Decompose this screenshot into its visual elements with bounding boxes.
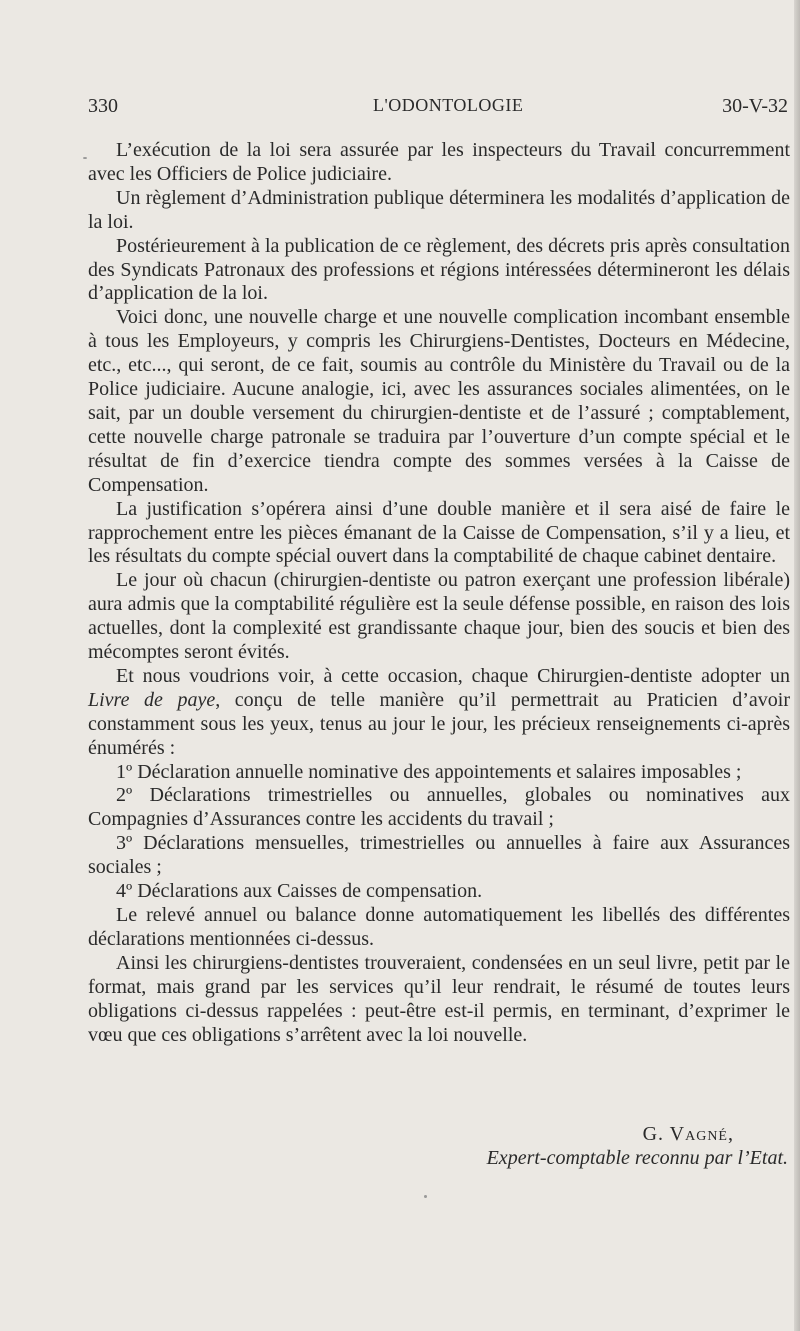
journal-title: L'ODONTOLOGIE [373,95,524,115]
paragraph: Un règlement d’Administration publique déterminera les modalités d’application de la loi. [88,186,790,233]
list-item: 2º Déclarations trimestrielles ou annuelles, globales ou nominatives aux Compagnies d’Assurances contre les accidents du travail ; [88,784,790,831]
list-item: 4º Déclarations aux Caisses de compensation. [116,880,483,903]
book-title-italic: Livre de paye [88,688,216,711]
paragraph-text: Et nous voudrions voir, à cette occasion, chaque Chirurgien-dentiste adopter un [116,664,790,687]
paragraph-text: , conçu de telle manière qu’il permettrait au Praticien d’avoir constamment sous les yeux, tenus au jour le jour, les précieux renseignements ci-après énumérés : [88,688,790,759]
issue-date: 30-V-32 [722,95,788,117]
paragraph: L’exécution de la loi sera assurée par les inspecteurs du Travail concurremment avec les Officiers de Police judiciaire. [88,139,790,185]
list-item: 3º Déclarations mensuelles, trimestrielles ou annuelles à faire aux Assurances sociales ; [88,832,790,879]
article-body [88,139,790,1047]
author-name: G. Vagné, [642,1123,734,1145]
paragraph: Postérieurement à la publication de ce règlement, des décrets pris après consultation des Syndicats Patronaux des professions et régions intéressées détermineront les délais d’application de la loi. [88,234,790,305]
running-head [88,95,788,123]
paragraph-livre-de-paye [88,665,790,761]
paragraph: Voici donc, une nouvelle charge et une nouvelle complication incombant ensemble à tous les Employeurs, y compris les Chirurgiens-Dentistes, Docteurs en Médecine, etc., etc..., qui seront, de ce fait, soumis au contrôle du Ministère du Travail ou de la Police judiciaire. Aucune analogie, ici, avec les assurances sociales alimentées, on le sait, par un double versement du chirurgien-dentiste et de l’assuré ; comptablement, cette nouvelle charge patronale se traduira par l’ouverture d’un compte spécial et le résultat de fin d’exercice tiendra compte des sommes versées à la Caisse de Compensation. [88,306,790,496]
print-speck [424,1195,427,1198]
print-speck [83,157,87,159]
paragraph: Le relevé annuel ou balance donne automatiquement les libellés des différentes déclarations mentionnées ci-dessus. [88,904,790,950]
signature-title: Expert-comptable reconnu par l’Etat. [486,1147,788,1169]
list-item: 1º Déclaration annuelle nominative des appointements et salaires imposables ; [116,760,742,783]
page-edge-shadow [794,0,800,1331]
paragraph: Ainsi les chirurgiens-dentistes trouveraient, condensées en un seul livre, petit par le format, mais grand par les services qu’il leur rendrait, le résumé de toutes leurs obligations ci-dessus rappelées : peut-être est-il permis, en terminant, d’exprimer le vœu que ces obligations s’arrêtent avec la loi nouvelle. [88,951,790,1046]
paragraph: Le jour où chacun (chirurgien-dentiste ou patron exerçant une profession libérale) aura admis que la comptabilité régulière est la seule défense possible, en raison des lois actuelles, dont la complexité est grandissante chaque jour, bien des soucis et bien des mécomptes seront évités. [88,569,790,664]
signature-name [88,1122,790,1146]
page-number: 330 [88,95,118,117]
paragraph: La justification s’opérera ainsi d’une double manière et il sera aisé de faire le rapprochement entre les pièces émanant de la Caisse de Compensation, s’il y a lieu, et les résultats du compte spécial ouvert dans la comptabilité de chaque cabinet dentaire. [88,497,790,568]
